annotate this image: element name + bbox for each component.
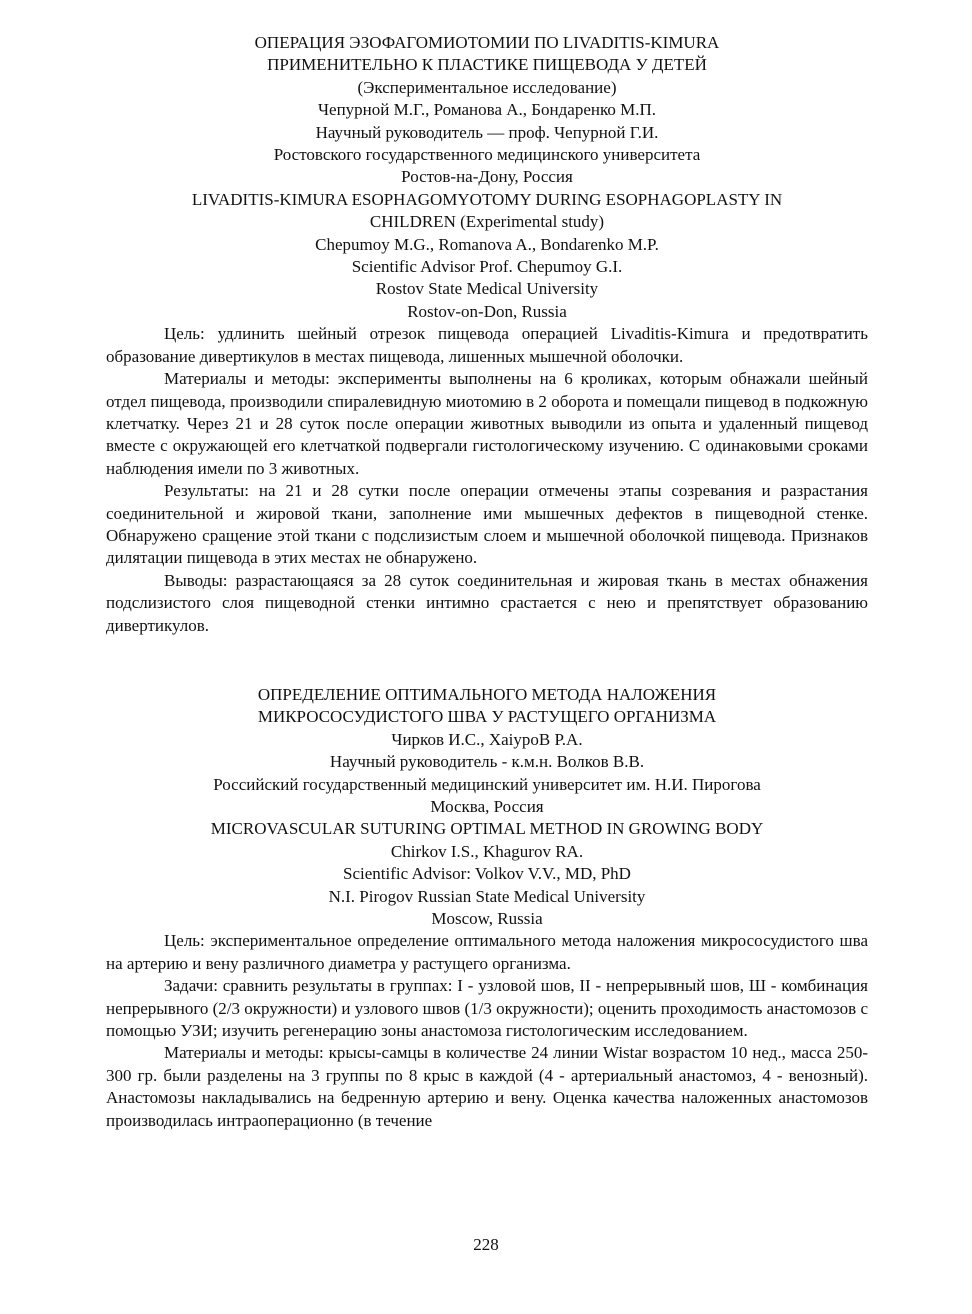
article-1-authors-en: Chepumoy M.G., Romanova A., Bondarenko M.P. [315,234,659,254]
page-content [106,32,868,1132]
article-2-university-ru: Российский государственный медицинский университет им. Н.И. Пирогова [213,774,761,794]
article-1-methods-paragraph: Материалы и методы: эксперименты выполнены на 6 кроликах, которым обнажали шейный отдел пищевода, производили спиралевидную миотомию в 2 оборота и помещали пищевод в подкожную клетчатку. Через 21 и 28 суток после операции животных выводили из опыта и удаленный пищевод вместе с окружающей его клетчаткой подвергали гистологическому изучению. С одинаковыми сроками наблюдения имели по 3 животных. [106,369,868,478]
article-1-title-ru-line-1: ОПЕРАЦИЯ ЭЗОФАГОМИОТОМИИ ПО LIVADITIS-KIMURA [254,33,720,52]
article-1-title-ru-line-2: ПРИМЕНИТЕЛЬНО К ПЛАСТИКЕ ПИЩЕВОДА У ДЕТЕЙ [267,55,707,75]
article-1-conclusions-paragraph: Выводы: разрастающаяся за 28 суток соединительная и жировая ткань в местах обнажения подслизистого слоя пищеводной стенки интимно срастается с нею и препятствует образованию дивертикулов. [106,570,868,635]
page-number: 228 [473,1235,499,1254]
article-1-university-ru: Ростовского государственного медицинского университета [273,145,701,165]
article-2-title-en: MICROVASCULAR SUTURING OPTIMAL METHOD IN GROWING BODY [210,819,764,839]
article-1-results-paragraph: Результаты: на 21 и 28 сутки после операции отмечены этапы созревания и разрастания соединительной и жировой ткани, заполнение ими мышечных дефектов в пищеводной стенке. Обнаружено сращение этой ткани с подслизистым слоем и мышечной оболочкой пищевода. Признаков дилятации пищевода в этих местах не обнаружено. [106,481,868,568]
article-2-methods-paragraph: Материалы и методы: крысы-самцы в количестве 24 линии Wistar возрастом 10 нед., масса 250-300 гр. были разделены на 3 группы по 8 крыс в каждой (4 - артериальный анастомоз, 4 - венозный). Анастомозы накладывались на бедренную артерию и вену. Оценка качества наложенных анастомозов производилась интраоперационно (в течение [106,1043,868,1130]
article-2-advisor-ru: Научный руководитель - к.м.н. Волков В.В. [329,752,645,772]
article-2-tasks-paragraph: Задачи: сравнить результаты в группах: I - узловой шов, II - непрерывный шов, Ш - комбинация непрерывного (2/3 окружности) и узлового швов (1/3 окружности); оценить проходимость анастомозов с помощью УЗИ; изучить регенерацию зоны анастомоза гистологическим исследованием. [106,976,868,1041]
article-1-advisor-ru: Научный руководитель — проф. Чепурной Г.И. [315,122,659,142]
article-separator [106,637,868,684]
article-2-authors-ru: Чирков И.С., ХаіуроВ Р.А. [391,729,583,749]
article-2-city-en: Moscow, Russia [431,909,543,929]
article-1-title-en-line-1: LIVADITIS-KIMURA ESOPHAGOMYOTOMY DURING ESOPHAGOPLASTY IN [191,189,783,209]
article-1-subtitle-ru: (Экспериментальное исследование) [357,77,617,97]
article-2-university-en: N.I. Pirogov Russian State Medical University [328,886,646,906]
article-2-aim-paragraph: Цель: экспериментальное определение оптимального метода наложения микрососудистого шва на артерию и вену различного диаметра у растущего организма. [106,931,868,973]
article-2-authors-en: Chirkov I.S., Khagurov RA. [390,841,584,861]
article-1-authors-ru: Чепурной М.Г., Романова А., Бондаренко М.П. [317,100,657,120]
article-2 [106,684,868,1132]
article-1-city-en: Rostov-on-Don, Russia [407,301,567,321]
article-2-advisor-en: Scientific Advisor: Volkov V.V., MD, PhD [343,864,631,884]
article-1 [106,32,868,637]
article-1-university-en: Rostov State Medical University [375,279,599,299]
article-1-title-en-line-2: CHILDREN (Experimental study) [369,212,605,232]
article-1-aim-paragraph: Цель: удлинить шейный отрезок пищевода операцией Livaditis-Kimura и предотвратить образование дивертикулов в местах пищевода, лишенных мышечной оболочки. [106,324,868,366]
article-2-city-ru: Москва, Россия [430,797,544,816]
article-2-title-ru-line-1: ОПРЕДЕЛЕНИЕ ОПТИМАЛЬНОГО МЕТОДА НАЛОЖЕНИЯ [257,684,717,704]
article-2-title-ru-line-2: МИКРОСОСУДИСТОГО ШВА У РАСТУЩЕГО ОРГАНИЗМА [257,707,717,727]
article-1-advisor-en: Scientific Advisor Prof. Chepumoy G.I. [351,257,623,277]
article-1-city-ru: Ростов-на-Дону, Россия [401,167,573,187]
